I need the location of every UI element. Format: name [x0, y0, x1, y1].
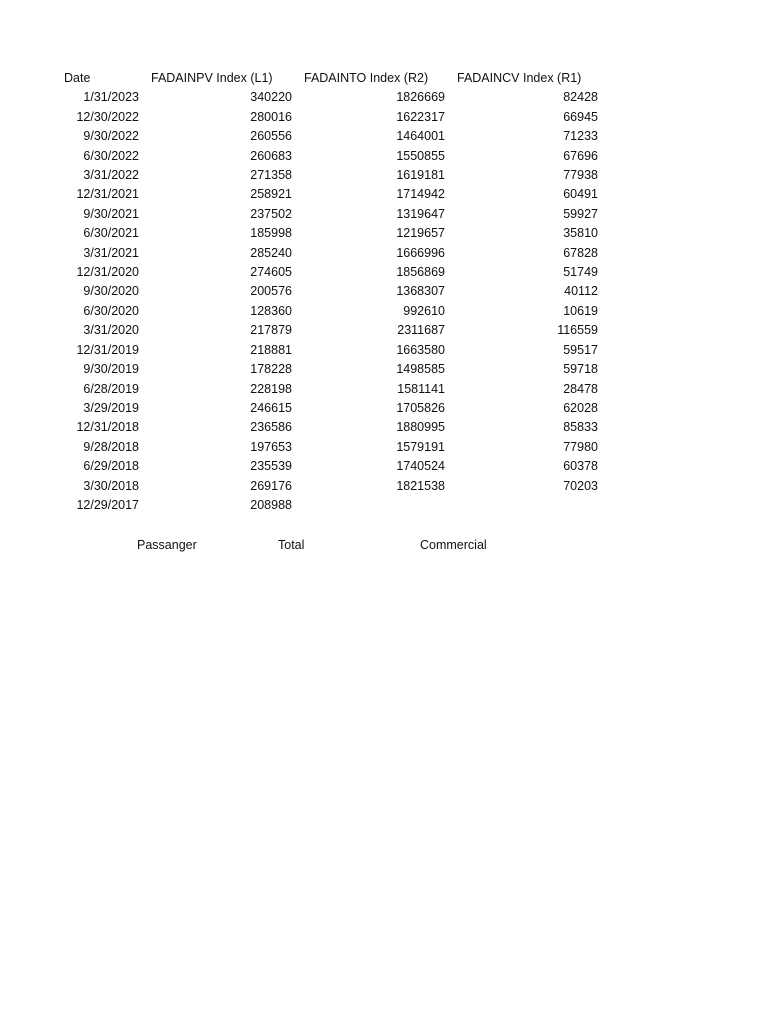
cell-r2: 1622317: [396, 109, 445, 124]
cell-r1: 10619: [563, 303, 598, 318]
cell-date: 6/30/2022: [83, 148, 139, 163]
cell-date: 12/31/2019: [76, 342, 139, 357]
header-r1: FADAINCV Index (R1): [457, 71, 582, 85]
cell-l1: 260556: [250, 129, 292, 144]
cell-l1: 218881: [250, 342, 292, 357]
cell-r1: 60491: [563, 187, 598, 202]
cell-r1: 82428: [563, 90, 598, 105]
data-table: [62, 69, 598, 515]
cell-r2: 1464001: [396, 129, 445, 144]
header-l1: FADAINPV Index (L1): [151, 71, 273, 85]
cell-date: 12/31/2018: [76, 420, 139, 435]
cell-l1: 258921: [250, 187, 292, 202]
table-row: [62, 360, 598, 379]
label-total: Total: [278, 538, 305, 552]
cell-r1: 59517: [563, 342, 598, 357]
cell-l1: 285240: [250, 245, 292, 260]
cell-l1: 237502: [250, 206, 292, 221]
cell-r2: 992610: [403, 303, 445, 318]
cell-date: 9/30/2019: [83, 362, 139, 377]
cell-r1: [445, 496, 598, 515]
cell-date: 3/29/2019: [83, 400, 139, 415]
cell-r1: 67828: [563, 245, 598, 260]
cell-r2: 1579191: [396, 439, 445, 454]
cell-date: 3/31/2020: [83, 323, 139, 338]
cell-r2: 1219657: [396, 226, 445, 241]
table-row: [62, 224, 598, 243]
cell-date: 12/31/2020: [76, 265, 139, 280]
cell-r1: 71233: [563, 129, 598, 144]
cell-date: 6/29/2018: [83, 459, 139, 474]
cell-r2: 1821538: [396, 478, 445, 493]
table-body: [62, 88, 598, 515]
cell-l1: 228198: [250, 381, 292, 396]
cell-r1: 62028: [563, 400, 598, 415]
cell-r2: 1826669: [396, 90, 445, 105]
cell-r2: 1714942: [396, 187, 445, 202]
table-row: [62, 399, 598, 418]
cell-r1: 70203: [563, 478, 598, 493]
cell-l1: 235539: [250, 459, 292, 474]
table-row: [62, 341, 598, 360]
table-row: [62, 302, 598, 321]
series-labels-row: [0, 536, 768, 555]
cell-l1: 217879: [250, 323, 292, 338]
header-row: [62, 69, 598, 88]
table-row: [62, 496, 598, 515]
cell-date: 9/28/2018: [83, 439, 139, 454]
cell-r1: 28478: [563, 381, 598, 396]
cell-l1: 260683: [250, 148, 292, 163]
cell-date: 9/30/2022: [83, 129, 139, 144]
cell-r2: 1550855: [396, 148, 445, 163]
cell-date: 6/30/2020: [83, 303, 139, 318]
cell-date: 9/30/2021: [83, 206, 139, 221]
cell-r2: 1740524: [396, 459, 445, 474]
header-r2: FADAINTO Index (R2): [304, 71, 429, 85]
table-row: [62, 380, 598, 399]
cell-r1: 67696: [563, 148, 598, 163]
cell-r2: 1619181: [396, 168, 445, 183]
cell-r2: 1498585: [396, 362, 445, 377]
cell-l1: 236586: [250, 420, 292, 435]
cell-date: 9/30/2020: [83, 284, 139, 299]
table-row: [62, 457, 598, 476]
cell-l1: 128360: [250, 303, 292, 318]
cell-r1: 59927: [563, 206, 598, 221]
cell-r2: 1880995: [396, 420, 445, 435]
cell-r2: 2311687: [397, 323, 445, 338]
table-row: [62, 321, 598, 340]
table-row: [62, 282, 598, 301]
cell-date: 1/31/2023: [83, 90, 139, 105]
table-row: [62, 205, 598, 224]
cell-r2: 1368307: [396, 284, 445, 299]
cell-date: 12/29/2017: [76, 497, 139, 512]
table-row: [62, 88, 598, 107]
cell-l1: 185998: [250, 226, 292, 241]
cell-l1: 274605: [250, 265, 292, 280]
cell-r1: 77980: [563, 439, 598, 454]
cell-date: 6/28/2019: [83, 381, 139, 396]
cell-l1: 271358: [250, 168, 292, 183]
cell-r1: 59718: [563, 362, 598, 377]
cell-r1: 35810: [563, 226, 598, 241]
cell-date: 12/31/2021: [76, 187, 139, 202]
table-row: [62, 477, 598, 496]
table-row: [62, 418, 598, 437]
cell-r2: 1705826: [396, 400, 445, 415]
cell-r1: 51749: [563, 265, 598, 280]
cell-r2: 1856869: [396, 265, 445, 280]
table-row: [62, 185, 598, 204]
cell-date: 12/30/2022: [76, 109, 139, 124]
cell-l1: 269176: [250, 478, 292, 493]
table-row: [62, 166, 598, 185]
table-row: [62, 127, 598, 146]
cell-l1: 246615: [250, 400, 292, 415]
label-passenger: Passanger: [137, 538, 197, 552]
cell-r1: 66945: [563, 109, 598, 124]
cell-date: 3/31/2021: [83, 245, 139, 260]
cell-date: 3/31/2022: [83, 168, 139, 183]
cell-r1: 77938: [563, 168, 598, 183]
cell-l1: 280016: [250, 109, 292, 124]
table-row: [62, 147, 598, 166]
cell-r2: 1666996: [396, 245, 445, 260]
cell-date: 3/30/2018: [83, 478, 139, 493]
cell-r1: 116559: [557, 323, 598, 338]
header-date: Date: [64, 71, 91, 85]
cell-l1: 200576: [250, 284, 292, 299]
cell-r2: 1319647: [396, 206, 445, 221]
label-commercial: Commercial: [420, 538, 487, 552]
cell-l1: 340220: [250, 90, 292, 105]
cell-l1: 178228: [250, 362, 292, 377]
cell-r2: 1581141: [397, 381, 445, 396]
table-row: [62, 263, 598, 282]
table-row: [62, 438, 598, 457]
table-row: [62, 244, 598, 263]
table-row: [62, 108, 598, 127]
cell-l1: 197653: [250, 439, 292, 454]
cell-r2: [292, 496, 445, 515]
cell-r1: 40112: [564, 284, 598, 299]
cell-r1: 85833: [563, 420, 598, 435]
cell-l1: 208988: [250, 497, 292, 512]
cell-date: 6/30/2021: [83, 226, 139, 241]
cell-r1: 60378: [563, 459, 598, 474]
cell-r2: 1663580: [396, 342, 445, 357]
